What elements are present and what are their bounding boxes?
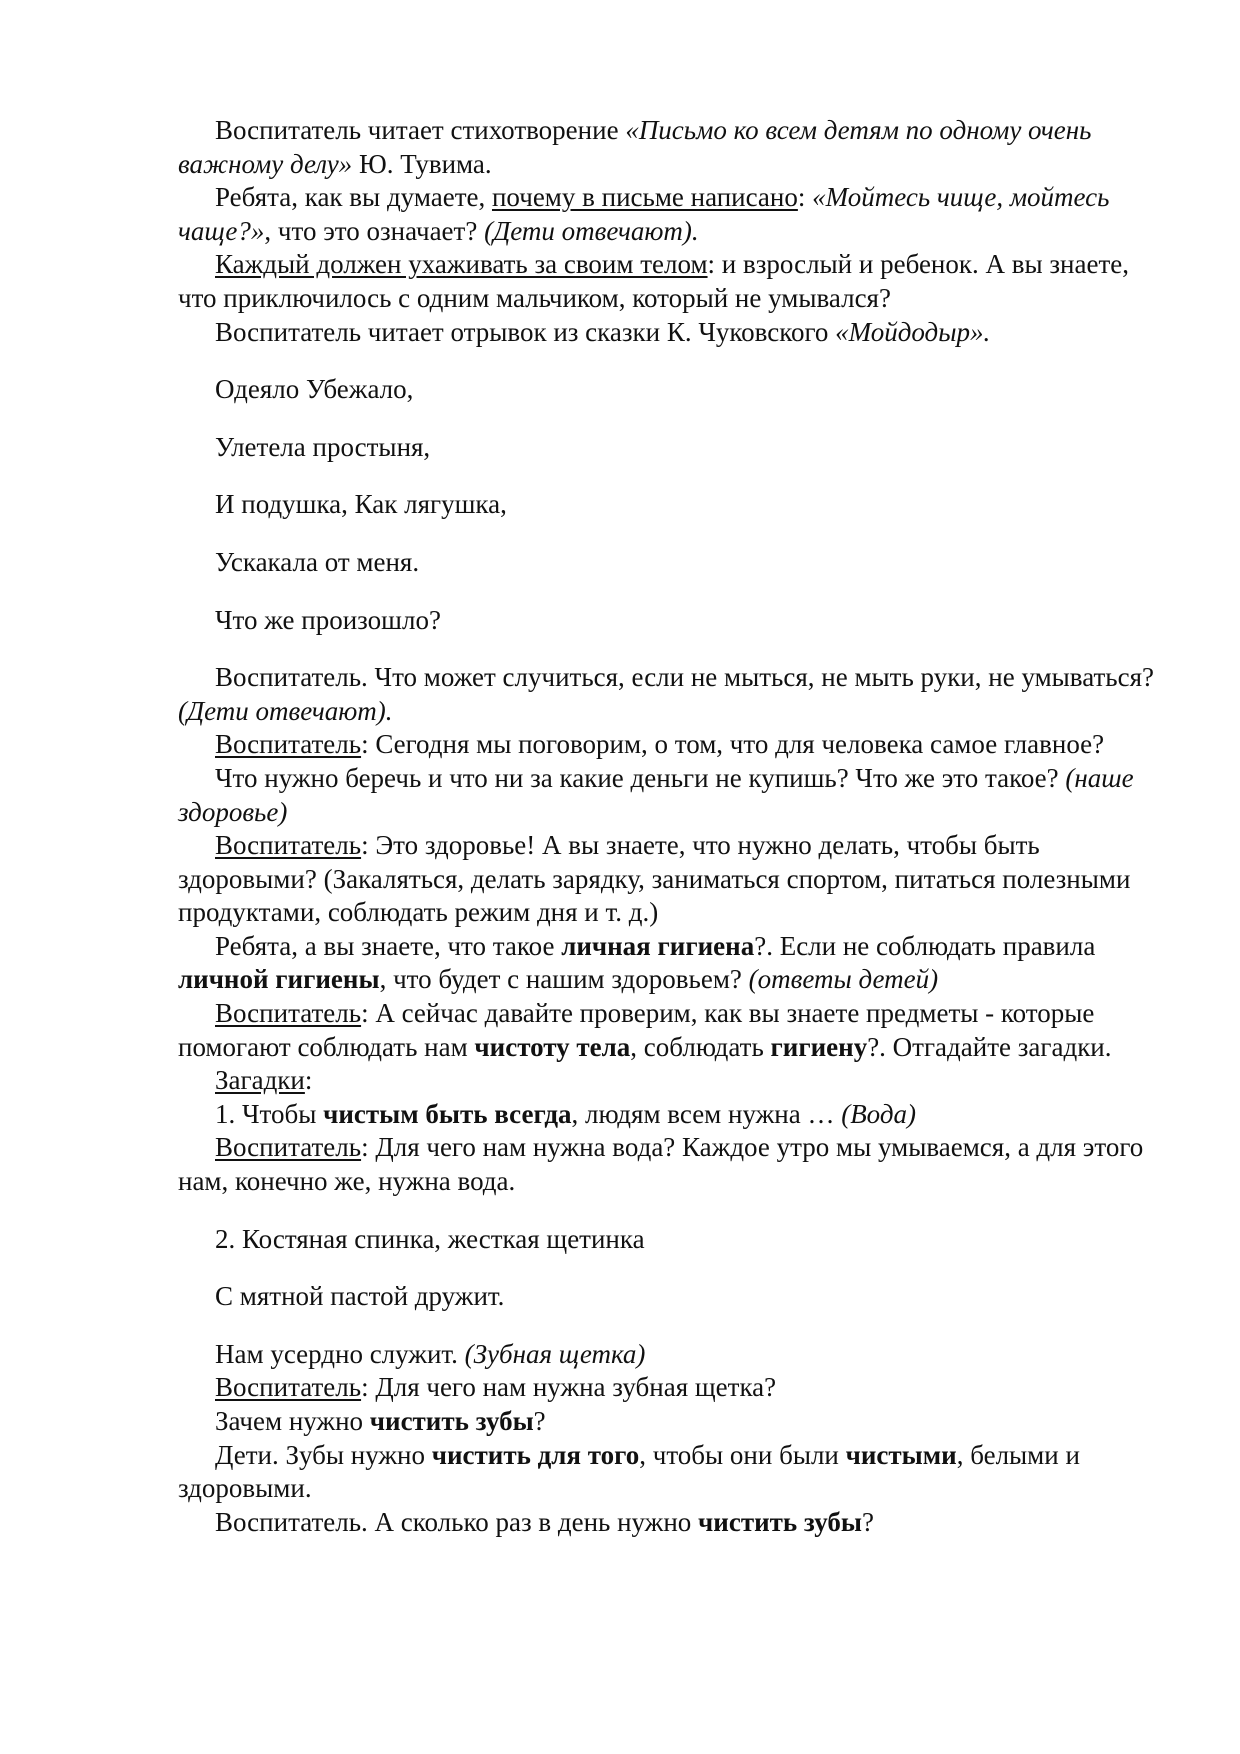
bold-text: гигиену xyxy=(770,1031,868,1062)
italic-title: «Мойдодыр». xyxy=(835,316,991,347)
italic-title: «Письмо ко всем детям по одному очень важному делу» xyxy=(178,115,1092,179)
text: ? xyxy=(533,1406,546,1436)
paragraph-question xyxy=(178,181,1158,248)
bold-text: чистить для того xyxy=(431,1439,640,1470)
text: , белыми и здоровыми. xyxy=(178,1439,1080,1504)
text: Дети. Зубы нужно xyxy=(215,1439,432,1470)
italic-answer: (Вода) xyxy=(841,1098,916,1129)
text: Воспитатель. А сколько раз в день нужно xyxy=(215,1506,699,1537)
speaker-label: Воспитатель xyxy=(215,1132,362,1163)
paragraph-why-brush xyxy=(178,1405,1158,1439)
underlined-text: Каждый должен ухаживать за своим телом xyxy=(215,249,708,280)
verse-line: Ускакала от меня. xyxy=(215,546,420,577)
speaker-label: Воспитатель xyxy=(215,729,362,760)
text: : Для чего нам нужна зубная щетка? xyxy=(361,1372,777,1403)
bold-text: чистить зубы xyxy=(698,1506,862,1537)
paragraph-poem-intro xyxy=(178,114,1158,181)
italic-note: (ответы детей) xyxy=(748,964,939,995)
text: , людям всем нужна … xyxy=(571,1098,842,1129)
paragraph-fairy-tale-intro xyxy=(178,316,1158,350)
underlined-text: почему в письме написано xyxy=(491,182,798,213)
paragraph-body-care xyxy=(178,248,1158,315)
bold-text: чистить зубы xyxy=(369,1406,534,1436)
text: : Это здоровье! А вы знаете, что нужно делать, чтобы быть здоровыми? (Закаляться, делать зарядку, заниматься спортом, питаться полезными продуктами, соблюдать режим дня и т. д.) xyxy=(178,830,1131,928)
paragraph-water xyxy=(178,1131,1158,1198)
underlined-heading: Загадки xyxy=(215,1065,305,1096)
paragraph-what-to-keep xyxy=(178,762,1158,829)
bold-text: личной гигиены xyxy=(178,964,380,995)
text: : и взрослый и ребенок. А вы знаете, что приключилось с одним мальчиком, который не умывался? xyxy=(178,249,1129,313)
document-body xyxy=(178,114,1158,1539)
text: Зачем нужно xyxy=(215,1406,370,1436)
italic-note: (Дети отвечают). xyxy=(484,215,699,246)
text: Нам усердно служит. xyxy=(215,1338,465,1369)
paragraph-toothbrush xyxy=(178,1371,1158,1405)
text: ? xyxy=(861,1506,874,1537)
text: : Сегодня мы поговорим, о том, что для человека самое главное? xyxy=(361,729,1105,760)
bold-text: чистыми xyxy=(845,1439,957,1470)
text: Ю. Тувима. xyxy=(352,148,492,179)
verse-line: Что же произошло? xyxy=(215,604,441,635)
text: Ребята, как вы думаете, xyxy=(215,182,492,213)
paragraph-hygiene xyxy=(178,930,1158,997)
text: ?. Если не соблюдать правила xyxy=(754,930,1096,961)
speaker-label: Воспитатель xyxy=(215,1372,362,1403)
paragraph-health xyxy=(178,829,1158,930)
verse-line: Одеяло Убежало, xyxy=(215,374,414,405)
paragraph-riddles-intro xyxy=(178,997,1158,1064)
paragraph-teacher-main xyxy=(178,728,1158,762)
italic-note: (наше здоровье) xyxy=(178,762,1134,827)
speaker-label: Воспитатель xyxy=(215,830,362,861)
text: Ребята, а вы знаете, что такое xyxy=(215,930,562,961)
riddle-2-line xyxy=(178,1338,1158,1372)
riddle-1 xyxy=(178,1098,1158,1132)
verse-line: И подушка, Как лягушка, xyxy=(215,489,507,520)
bold-text: чистоту тела xyxy=(474,1031,631,1062)
text: Что нужно беречь и что ни за какие деньги не купишь? Что же это такое? xyxy=(215,762,1066,793)
text: ?. Отгадайте загадки. xyxy=(867,1031,1112,1062)
text: , что будет с нашим здоровьем? xyxy=(379,964,749,995)
paragraph-children-answer xyxy=(178,1439,1158,1506)
text: : Для чего нам нужна вода? Каждое утро мы умываемся, а для этого нам, конечно же, нужна вода. xyxy=(178,1132,1144,1197)
bold-text: личная гигиена xyxy=(561,930,755,961)
text: , соблюдать xyxy=(630,1031,771,1062)
text: : xyxy=(797,182,813,213)
text: Воспитатель читает отрывок из сказки К. Чуковского xyxy=(215,316,836,347)
italic-quote: «Мойтесь чище, мойтесь чаще?» xyxy=(178,182,1110,246)
riddle-2-line: С мятной пастой дружит. xyxy=(215,1281,505,1312)
text: , что это означает? xyxy=(264,215,485,246)
text: , чтобы они были xyxy=(639,1439,846,1470)
text: Воспитатель читает стихотворение xyxy=(215,115,626,145)
text: 1. Чтобы xyxy=(215,1098,324,1129)
riddles-heading xyxy=(178,1064,1158,1098)
italic-answer: (Зубная щетка) xyxy=(464,1338,646,1369)
paragraph-what-happens xyxy=(178,661,1158,728)
text: : А сейчас давайте проверим, как вы знаете предметы - которые помогают соблюдать нам xyxy=(178,998,1095,1062)
speaker-label: Воспитатель xyxy=(215,998,362,1029)
riddle-2-line: 2. Костяная спинка, жесткая щетинка xyxy=(215,1223,645,1254)
verse-line: Улетела простыня, xyxy=(215,431,431,462)
text: : xyxy=(304,1065,313,1096)
text: Воспитатель. Что может случиться, если не мыться, не мыть руки, не умываться? xyxy=(215,662,1154,693)
bold-text: чистым быть всегда xyxy=(323,1098,572,1129)
italic-note: (Дети отвечают). xyxy=(178,695,393,726)
paragraph-how-often xyxy=(178,1506,1158,1540)
